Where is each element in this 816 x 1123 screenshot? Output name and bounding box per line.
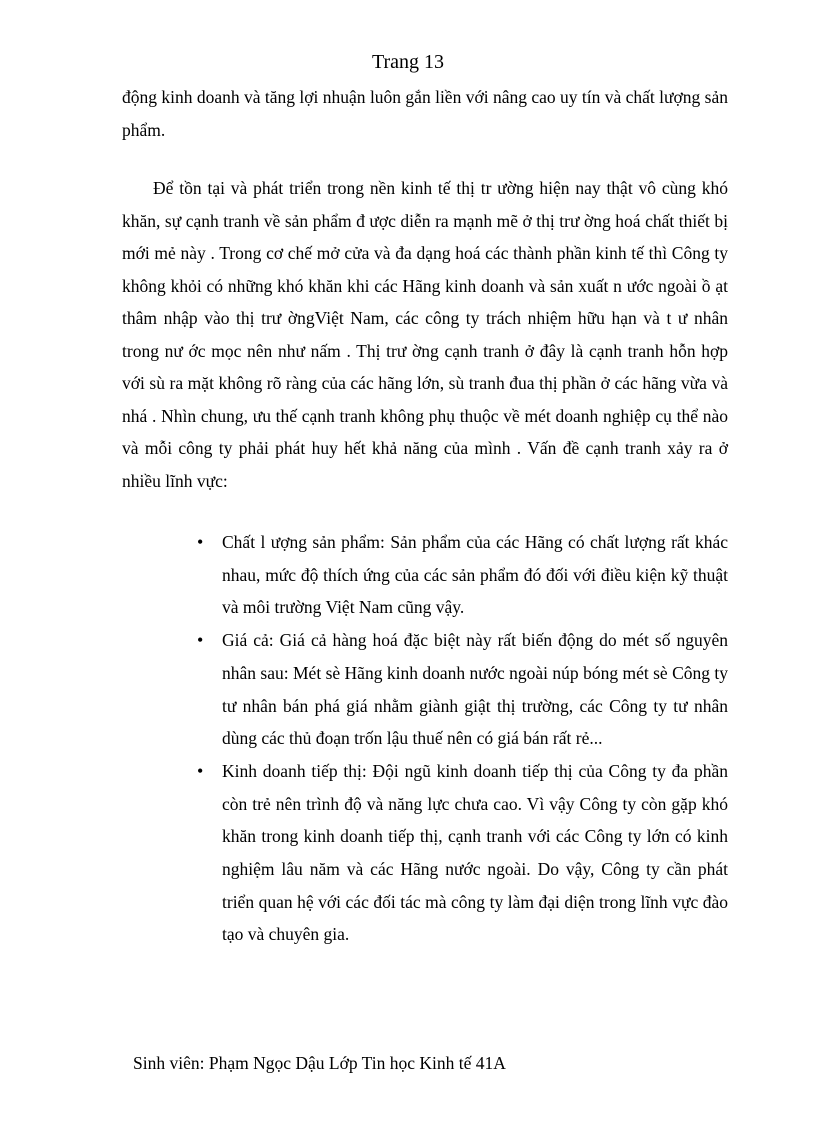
list-item-marketing: • Kinh doanh tiếp thị: Đội ngũ kinh doanh tiếp thị của Công ty đa phần còn trẻ nên trình độ và năng lực chưa cao. Vì vậy Công ty còn gặp khó khăn trong kinh doanh tiếp thị, cạnh tranh với các Công ty lớn có kinh nghiệm lâu năm và các Hãng nước ngoài. Do vậy, Công ty cần phát triển quan hệ với các đối tác mà công ty làm đại diện trong lĩnh vực đào tạo và chuyên gia. (222, 755, 728, 951)
competition-areas-list (222, 526, 728, 951)
continuation-paragraph: động kinh doanh và tăng lợi nhuận luôn gắn liền với nâng cao uy tín và chất lượng sản phẩm. (122, 87, 728, 140)
main-paragraph: Để tồn tại và phát triển trong nền kinh tế thị tr ường hiện nay thật vô cùng khó khăn, sự cạnh tranh về sản phẩm đ ược diễn ra mạnh mẽ ở thị trư ờng hoá chất thiết bị mới mẻ này . Trong cơ chế mở cửa và đa dạng hoá các thành phần kinh tế thì Công ty không khỏi có những khó khăn khi các Hãng kinh doanh và sản xuất n ước ngoài ồ ạt thâm nhập vào thị trư ờngViệt Nam, các công ty trách nhiệm hữu hạn và t ư nhân trong nư ớc mọc nên như nấm . Thị trư ờng cạnh tranh ở đây là cạnh tranh hỗn hợp với sù ra mặt không rõ ràng của các hãng lớn, sù tranh đua thị phần ở các hãng vừa và nhá . Nhìn chung, ưu thế cạnh tranh không phụ thuộc về mét doanh nghiệp cụ thể nào và mỗi công ty phải phát huy hết khả năng của mình . Vấn đề cạnh tranh xảy ra ở nhiều lĩnh vực: (122, 178, 728, 491)
list-item-price: • Giá cả: Giá cả hàng hoá đặc biệt này rất biến động do mét số nguyên nhân sau: Mét sè Hãng kinh doanh nước ngoài núp bóng mét sè Công ty tư nhân bán phá giá nhằm giành giật thị trường, các Công ty tư nhân dùng các thủ đoạn trốn lậu thuế nên có giá bán rất rẻ... (222, 624, 728, 755)
page-header: Trang 13 (371, 51, 445, 73)
list-item-quality: • Chất l ượng sản phẩm: Sản phẩm của các Hãng có chất lượng rất khác nhau, mức độ thích ứng của các sản phẩm đó đối với điều kiện kỹ thuật và môi trường Việt Nam cũng vậy. (222, 526, 728, 624)
page-footer: Sinh viên: Phạm Ngọc Dậu Lớp Tin học Kinh tế 41A (133, 1053, 506, 1073)
